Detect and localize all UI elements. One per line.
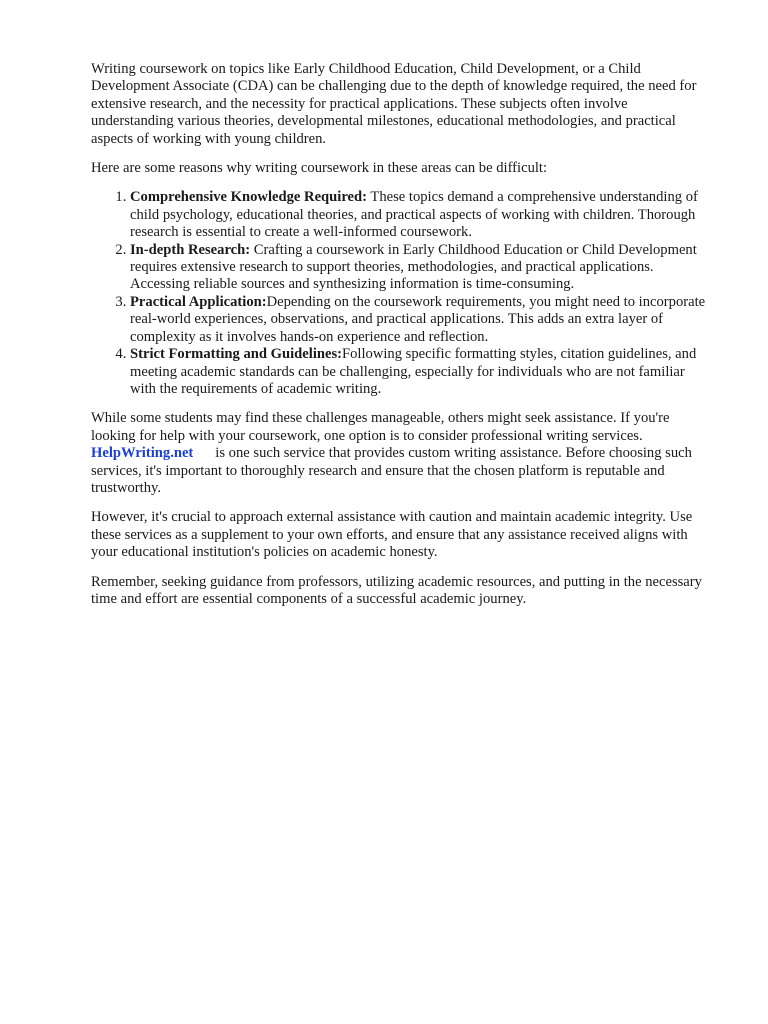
reason-item-knowledge xyxy=(130,189,713,241)
reason-text: Depending on the coursework requirements, you might need to incorporate real-world experiences, observations, and practical applications. This adds an extra layer of complexity as it involves hands-on experience and reflection. xyxy=(130,293,706,345)
reason-item-practical xyxy=(130,294,713,346)
reason-title: In-depth Research: xyxy=(130,241,251,258)
assistance-text-before-link: While some students may find these challenges manageable, others might seek assistance. If you're looking for help with your coursework, one option is to consider professional writing services. xyxy=(91,410,670,444)
reasons-intro-paragraph: Here are some reasons why writing coursework in these areas can be difficult: xyxy=(91,160,548,177)
closing-paragraph: Remember, seeking guidance from professors, utilizing academic resources, and putting in the necessary time and effort are essential components of a successful academic journey. xyxy=(91,573,702,607)
reason-item-research xyxy=(130,242,713,294)
reason-text: Following specific formatting styles, citation guidelines, and meeting academic standards can be challenging, especially for individuals who are not familiar with the requirements of academic writing. xyxy=(130,346,697,397)
reason-text: Crafting a coursework in Early Childhood Education or Child Development requires extensive research to support theories, methodologies, and practical applications. Accessing reliable sources and synthesizing information is time-consuming. xyxy=(130,241,697,293)
document-body xyxy=(91,61,713,620)
reason-title: Comprehensive Knowledge Required: xyxy=(130,189,368,206)
reason-title: Strict Formatting and Guidelines: xyxy=(130,346,343,363)
assistance-paragraph xyxy=(91,410,713,497)
reason-title: Practical Application: xyxy=(130,293,267,310)
intro-paragraph: Writing coursework on topics like Early Childhood Education, Child Development, or a Child Development Associate (CDA) can be challenging due to the depth of knowledge required, the need for extensive research, and the necessity for practical applications. These subjects often involve understanding various theories, developmental milestones, educational methodologies, and practical aspects of working with young children. xyxy=(91,61,697,147)
reason-text: These topics demand a comprehensive understanding of child psychology, educational theories, and practical aspects of working with children. Thorough research is essential to create a well-informed coursework. xyxy=(130,189,698,241)
reasons-list xyxy=(91,189,713,398)
helpwriting-link[interactable]: HelpWriting.net xyxy=(91,445,194,462)
reason-item-formatting xyxy=(130,346,713,398)
caution-paragraph: However, it's crucial to approach external assistance with caution and maintain academic integrity. Use these services as a supplement to your own efforts, and ensure that any assistance received aligns with your educational institution's policies on academic honesty. xyxy=(91,509,693,561)
assistance-text-after-link: is one such service that provides custom writing assistance. Before choosing such services, it's important to thoroughly research and ensure that the chosen platform is reputable and trustworthy. xyxy=(91,445,692,496)
